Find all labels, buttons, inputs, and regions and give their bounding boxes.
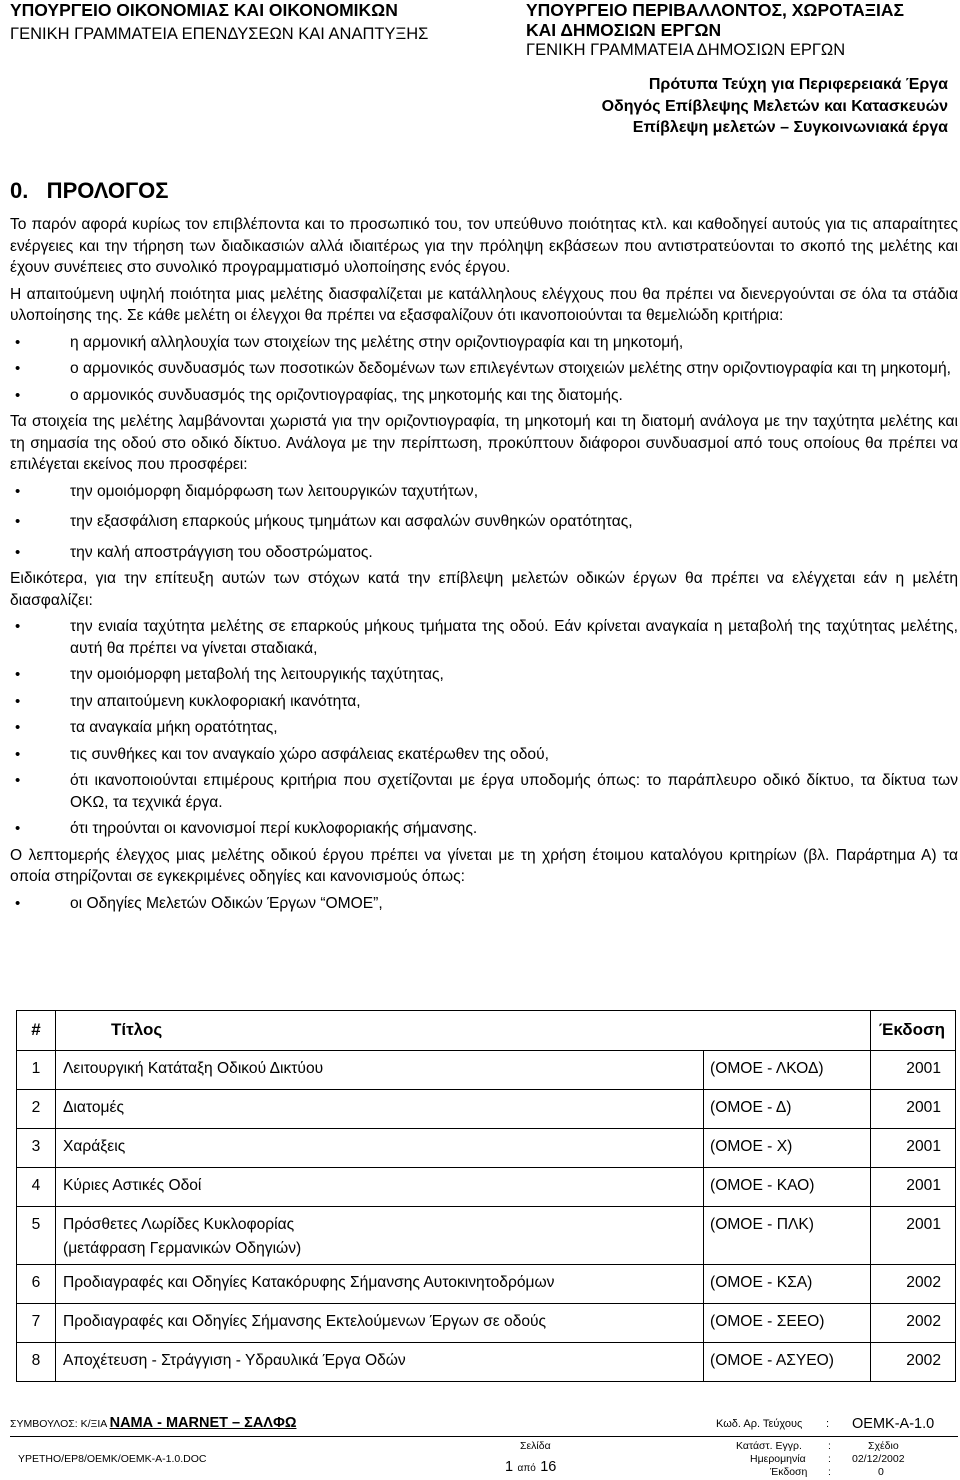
row-number: 5 bbox=[17, 1207, 56, 1265]
list-item: • τις συνθήκες και τον αναγκαίο χώρο ασφάλειας εκατέρωθεν της οδού, bbox=[10, 744, 958, 766]
row-code: (ΟΜΟΕ - Δ) bbox=[704, 1090, 871, 1129]
table-row bbox=[17, 1207, 956, 1265]
list-item: • ότι ικανοποιούνται επιμέρους κριτήρια που σχετίζονται με έργα υποδομής όπως: το παράπλευρο οδικό δίκτυο, τα δίκτυα των ΟΚΩ, τα τεχνικά έργα. bbox=[10, 770, 958, 813]
regulations-list bbox=[10, 893, 958, 915]
table-row bbox=[17, 1304, 956, 1343]
date-label: Ημερομηνία bbox=[750, 1453, 806, 1465]
list-item: • την ενιαία ταχύτητα μελέτης σε επαρκούς μήκους τμήματα της οδού. Εάν κρίνεται αναγκαία η μεταβολή της ταχύτητας μελέτης, αυτή θα πρέπει να γίνεται σταδιακά, bbox=[10, 616, 958, 659]
list-item: • ο αρμονικός συνδυασμός των ποσοτικών δεδομένων των επιλεγέντων στοιχειών μελέτης στην οριζοντιογραφία και τη μηκοτομή, bbox=[10, 358, 958, 380]
status-label: Κατάστ. Εγγρ. bbox=[736, 1440, 802, 1452]
row-year: 2001 bbox=[871, 1129, 956, 1168]
paragraph-5: Ο λεπτομερής έλεγχος μιας μελέτης οδικού έργου πρέπει να γίνεται με τη χρήση έτοιμου καταλόγου κριτηρίων (βλ. Παράρτημα Α) τα οποία στηρίζονται σε εγκεκριμένες οδηγίες και κανονισμούς όπως: bbox=[10, 846, 958, 885]
row-title: Κύριες Αστικές Οδοί bbox=[56, 1168, 704, 1207]
table-row bbox=[17, 1129, 956, 1168]
colon: : bbox=[828, 1466, 831, 1478]
row-title: Χαράξεις bbox=[56, 1129, 704, 1168]
col-header-number: # bbox=[17, 1011, 56, 1051]
page-current: 1 bbox=[505, 1459, 514, 1475]
row-year: 2002 bbox=[871, 1304, 956, 1343]
row-number: 3 bbox=[17, 1129, 56, 1168]
page-label: Σελίδα bbox=[520, 1440, 551, 1452]
row-title: Αποχέτευση - Στράγγιση - Υδραυλικά Έργα Οδών bbox=[56, 1343, 704, 1382]
table-row bbox=[17, 1265, 956, 1304]
doc-title-1: Πρότυπα Τεύχη για Περιφερειακά Έργα bbox=[648, 76, 948, 93]
colon: : bbox=[828, 1453, 831, 1465]
footer-advisor bbox=[10, 1415, 297, 1431]
colon: : bbox=[828, 1440, 831, 1452]
right-ministry-line1: ΥΠΟΥΡΓΕΙΟ ΠΕΡΙΒΑΛΛΟΝΤΟΣ, ΧΩΡΟΤΑΞΙΑΣ bbox=[526, 0, 905, 20]
row-title-note: (μετάφραση Γερμανικών Οδηγιών) bbox=[63, 1240, 302, 1257]
row-code: (ΟΜΟΕ - ΛΚΟΔ) bbox=[704, 1051, 871, 1090]
doc-title-3: Επίβλεψη μελετών – Συγκοινωνιακά έργα bbox=[632, 119, 948, 136]
table-row bbox=[17, 1090, 956, 1129]
header-right bbox=[526, 0, 904, 60]
row-code: (ΟΜΟΕ - ΚΑΟ) bbox=[704, 1168, 871, 1207]
row-number: 7 bbox=[17, 1304, 56, 1343]
row-number: 2 bbox=[17, 1090, 56, 1129]
checks-list bbox=[10, 616, 958, 840]
advisor-name: ΝΑΜΑ - ΜΑRΝΕΤ – ΣΑΛΦΩ bbox=[109, 1415, 297, 1431]
table-row bbox=[17, 1051, 956, 1090]
offers-list bbox=[10, 481, 958, 564]
advisor-prefix: ΣΥΜΒΟΥΛΟΣ: Κ/ΞΙΑ bbox=[10, 1418, 110, 1430]
page-number bbox=[505, 1458, 556, 1476]
table-row bbox=[17, 1343, 956, 1382]
row-year: 2001 bbox=[871, 1207, 956, 1265]
criteria-list bbox=[10, 332, 958, 407]
list-item: • τα αναγκαία μήκη ορατότητας, bbox=[10, 717, 958, 739]
page-total: 16 bbox=[540, 1459, 557, 1475]
row-year: 2001 bbox=[871, 1090, 956, 1129]
paragraph-4: Ειδικότερα, για την επίτευξη αυτών των στόχων κατά την επίβλεψη μελετών οδικών έργων θα πρέπει να ελέγχεται εάν η μελέτη διασφαλίζει: bbox=[10, 570, 958, 609]
row-title: Διατομές bbox=[56, 1090, 704, 1129]
left-ministry: ΥΠΟΥΡΓΕΙΟ ΟΙΚΟΝΟΜΙΑΣ ΚΑΙ ΟΙΚΟΝΟΜΙΚΩΝ bbox=[10, 0, 398, 20]
list-item: • ο αρμονικός συνδυασμός της οριζοντιογραφίας, της μηκοτομής και της διατομής. bbox=[10, 385, 958, 407]
row-code: (ΟΜΟΕ - ΠΛΚ) bbox=[704, 1207, 871, 1265]
row-code: (ΟΜΟΕ - Χ) bbox=[704, 1129, 871, 1168]
row-number: 6 bbox=[17, 1265, 56, 1304]
paragraph-1: Το παρόν αφορά κυρίως τον επιβλέποντα και το προσωπικό του, τον υπεύθυνο ποιότητας κτλ. και καθοδηγεί αυτούς για τις απαραίτητες ενέργειες και την τήρηση των διαδικασιών αλλά ιδιαιτέρως για την πρόληψη εκβάσεων που αντιστρατεύονται το σκοπό της μελέτης και έχουν συνέπειες στο συνολικό προγραμματισμό υλοποίησης ενός έργου. bbox=[10, 216, 958, 276]
table-row bbox=[17, 1168, 956, 1207]
row-title-cell bbox=[56, 1207, 704, 1265]
colon: : bbox=[826, 1418, 830, 1430]
header-left bbox=[10, 0, 428, 44]
row-title: Προδιαγραφές και Οδηγίες Κατακόρυφης Σήμανσης Αυτοκινητοδρόμων bbox=[56, 1265, 704, 1304]
right-secretariat: ΓΕΝΙΚΗ ΓΡΑΜΜΑΤΕΙΑ ΔΗΜΟΣΙΩΝ ΕΡΓΩΝ bbox=[526, 41, 846, 59]
row-title: Πρόσθετες Λωρίδες Κυκλοφορίας bbox=[63, 1216, 295, 1233]
list-item: • την εξασφάλιση επαρκούς μήκους τμημάτων και ασφαλών συνθηκών ορατότητας, bbox=[10, 511, 958, 533]
guidelines-table bbox=[16, 1010, 956, 1382]
doc-code-label: Κωδ. Αρ. Τεύχους bbox=[716, 1418, 803, 1430]
list-item: • την ομοιόμορφη διαμόρφωση των λειτουργικών ταχυτήτων, bbox=[10, 481, 958, 503]
row-year: 2002 bbox=[871, 1343, 956, 1382]
row-number: 8 bbox=[17, 1343, 56, 1382]
list-item: • την καλή αποστράγγιση του οδοστρώματος. bbox=[10, 542, 958, 564]
date-value: 02/12/2002 bbox=[852, 1453, 905, 1465]
row-code: (ΟΜΟΕ - ΑΣΥΕΟ) bbox=[704, 1343, 871, 1382]
edition-label: Έκδοση bbox=[770, 1466, 808, 1478]
row-year: 2002 bbox=[871, 1265, 956, 1304]
col-header-edition: Έκδοση bbox=[871, 1011, 956, 1051]
list-item: • η αρμονική αλληλουχία των στοιχείων της μελέτης στην οριζοντιογραφία και τη μηκοτομή, bbox=[10, 332, 958, 354]
row-number: 1 bbox=[17, 1051, 56, 1090]
row-title: Λειτουργική Κατάταξη Οδικού Δικτύου bbox=[56, 1051, 704, 1090]
table-header-row bbox=[17, 1011, 956, 1051]
list-item: • ότι τηρούνται οι κανονισμοί περί κυκλοφοριακής σήμανσης. bbox=[10, 818, 958, 840]
col-header-title: Τίτλος bbox=[56, 1011, 871, 1051]
right-ministry-line2: ΚΑΙ ΔΗΜΟΣΙΩΝ ΕΡΓΩΝ bbox=[526, 20, 722, 40]
row-number: 4 bbox=[17, 1168, 56, 1207]
list-item: • την ομοιόμορφη μεταβολή της λειτουργικής ταχύτητας, bbox=[10, 664, 958, 686]
list-item: • οι Οδηγίες Μελετών Οδικών Έργων “ΟΜΟΕ”, bbox=[10, 893, 958, 915]
footer-divider bbox=[10, 1436, 958, 1437]
status-value: Σχέδιο bbox=[868, 1440, 899, 1452]
row-code: (ΟΜΟΕ - ΚΣΑ) bbox=[704, 1265, 871, 1304]
paragraph-3: Τα στοιχεία της μελέτης λαμβάνονται χωριστά για την οριζοντιογραφία, τη μηκοτομή και τη διατομή ανάλογα με την ταχύτητα μελέτης και τη σημασία της οδού στο οδικό δίκτυο. Ανάλογα με την περίπτωση, προκύπτουν διάφοροι συνδυασμοί από τους οποίους θα πρέπει να επιλέγεται εκείνος που προσφέρει: bbox=[10, 413, 958, 473]
left-secretariat: ΓΕΝΙΚΗ ΓΡΑΜΜΑΤΕΙΑ ΕΠΕΝΔΥΣΕΩΝ ΚΑΙ ΑΝΑΠΤΥΞΗΣ bbox=[10, 25, 429, 43]
page-of: από bbox=[517, 1463, 536, 1474]
footer-file: ΥΡΕΤΗΟ/ΕΡ8/ΟΕΜΚ/ΟΕΜΚ-Α-1.0.DOC bbox=[18, 1453, 207, 1465]
section-title: 0. ΠΡΟΛΟΓΟΣ bbox=[10, 178, 169, 203]
row-code: (ΟΜΟΕ - ΣΕΕΟ) bbox=[704, 1304, 871, 1343]
document-titles bbox=[602, 74, 948, 139]
doc-code-value: ΟΕΜΚ-Α-1.0 bbox=[852, 1416, 935, 1432]
row-year: 2001 bbox=[871, 1051, 956, 1090]
list-item: • την απαιτούμενη κυκλοφοριακή ικανότητα, bbox=[10, 691, 958, 713]
row-title: Προδιαγραφές και Οδηγίες Σήμανσης Εκτελούμενων Έργων σε οδούς bbox=[56, 1304, 704, 1343]
paragraph-2: Η απαιτούμενη υψηλή ποιότητα μιας μελέτης διασφαλίζεται με κατάλληλους ελέγχους που θα πρέπει να διενεργούνται σε όλα τα στάδια υλοποίησης της. Σε κάθε μελέτη οι έλεγχοι θα πρέπει να εξασφαλίζουν ότι ικανοποιούνται τα θεμελιώδη κριτήρια: bbox=[10, 285, 958, 324]
row-year: 2001 bbox=[871, 1168, 956, 1207]
doc-title-2: Οδηγός Επίβλεψης Μελετών και Κατασκευών bbox=[601, 97, 948, 115]
body-text bbox=[10, 214, 958, 914]
edition-value: 0 bbox=[878, 1466, 884, 1478]
